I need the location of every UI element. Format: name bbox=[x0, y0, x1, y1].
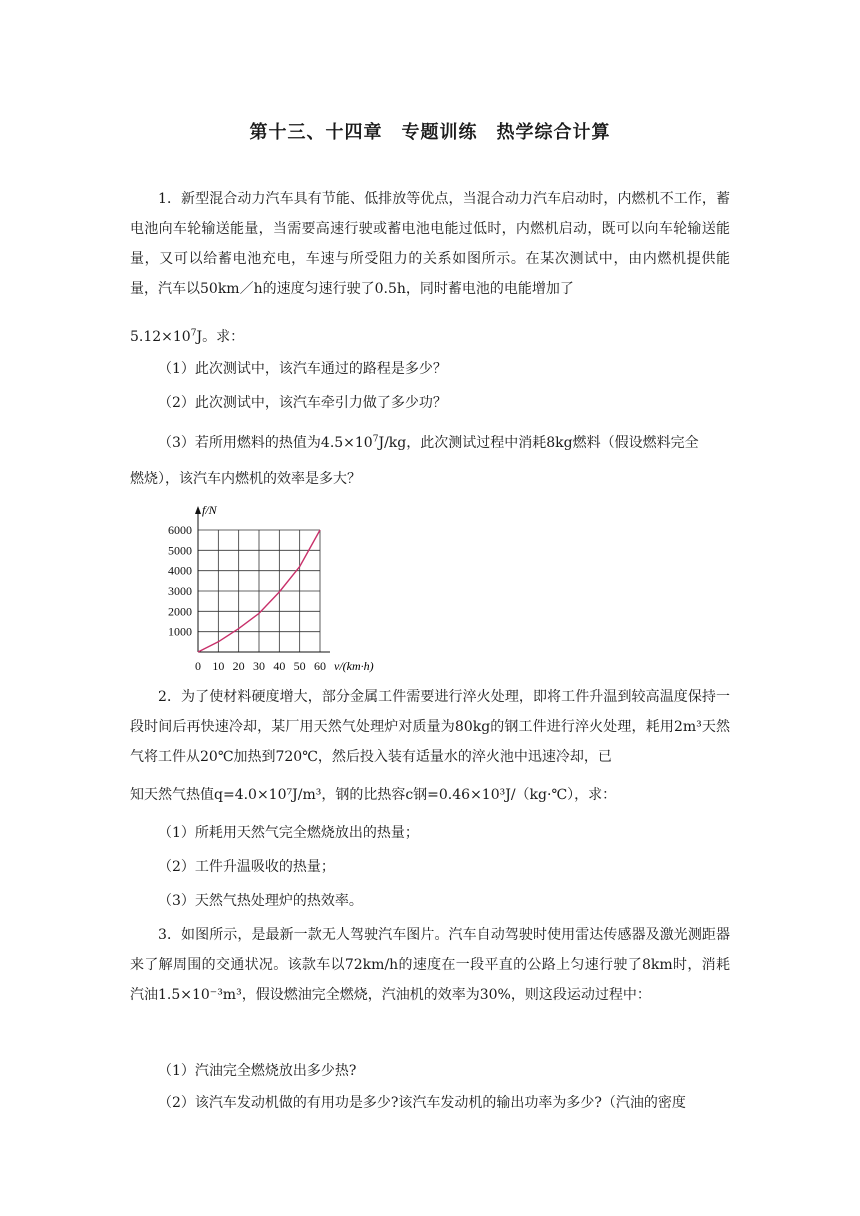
y-tick-label: 3000 bbox=[168, 584, 192, 598]
x-tick-label: 10 bbox=[212, 659, 225, 673]
question-2-given: 知天然气热值q=4.0×10⁷J/m³，钢的比热容c钢=0.46×10³J/（kg·℃），求： bbox=[130, 787, 617, 803]
x-tick-label: 20 bbox=[232, 659, 245, 673]
question-2-sub-2: （2）工件升温吸收的热量； bbox=[158, 859, 335, 875]
question-1-sub-2: （2）此次测试中，该汽车牵引力做了多少功？ bbox=[158, 395, 447, 411]
energy-exponent: 7 bbox=[190, 328, 197, 339]
question-2-sub-1: （1）所耗用天然气完全燃烧放出的热量； bbox=[158, 825, 419, 841]
question-3-sub-2: （2）该汽车发动机做的有用功是多少?该汽车发动机的输出功率为多少?（汽油的密度 bbox=[158, 1095, 686, 1111]
x-tick-label: 60 bbox=[314, 659, 326, 673]
chart-svg bbox=[160, 500, 400, 675]
x-axis-label: v/(km·h) bbox=[334, 659, 374, 673]
y-tick-label: 4000 bbox=[168, 563, 192, 578]
y-axis-label: f/N bbox=[202, 503, 217, 517]
energy-base: 5.12×10 bbox=[130, 329, 191, 345]
y-tick-label: 2000 bbox=[168, 604, 192, 619]
question-3-sub-1: （1）汽油完全燃烧放出多少热? bbox=[158, 1063, 357, 1079]
heat-value-base: （3）若所用燃料的热值为4.5×10 bbox=[158, 435, 373, 451]
x-tick-label: 0 bbox=[195, 659, 201, 673]
page-title: 第十三、十四章 专题训练 热学综合计算 bbox=[249, 122, 611, 143]
y-axis-arrow bbox=[195, 506, 201, 514]
question-1-energy bbox=[130, 322, 730, 352]
y-tick-label: 6000 bbox=[168, 523, 192, 537]
question-1-text: 1．新型混合动力汽车具有节能、低排放等优点，当混合动力汽车启动时，内燃机不工作，蓄电池向车轮输送能量，当需要高速行驶或蓄电池电能过低时，内燃机启动，既可以向车轮输送能量，又可以给蓄电池充电，车速与所受阻力的关系如图所示。在某次测试中，由内燃机提供能量，汽车以50km／h的速度匀速行驶了0.5h，同时蓄电池的电能增加了 bbox=[130, 191, 730, 297]
question-2-text: 2．为了使材料硬度增大，部分金属工件需要进行淬火处理，即将工件升温到较高温度保持一段时间后再快速冷却，某厂用天然气处理炉对质量为80kg的钢工件进行淬火处理，耗用2m³天然气将工件从20℃加热到720℃，然后投入装有适量水的淬火池中迅速冷却，已 bbox=[130, 689, 730, 765]
x-tick-label: 50 bbox=[293, 659, 306, 673]
question-1-sub-1: （1）此次测试中，该汽车通过的路程是多少？ bbox=[158, 361, 447, 377]
question-1-sub-3-cont: 燃烧），该汽车内燃机的效率是多大？ bbox=[130, 471, 361, 487]
sub-3-rest: J/kg，此次测试过程中消耗8kg燃料（假设燃料完全 bbox=[378, 435, 699, 451]
energy-tail: J。求： bbox=[196, 329, 245, 345]
question-3-text: 3．如图所示，是最新一款无人驾驶汽车图片。汽车自动驾驶时使用雷达传感器及激光测距器来了解周围的交通状况。该款车以72km/h的速度在一段平直的公路上匀速行驶了8km时，消耗汽油1.5×10⁻³m³，假设燃油完全燃烧，汽油机的效率为30%，则这段运动过程中： bbox=[130, 927, 730, 1003]
question-1-sub-3 bbox=[158, 428, 699, 458]
speed-resistance-chart bbox=[160, 500, 400, 679]
heat-value-exponent: 7 bbox=[372, 434, 379, 445]
question-2-sub-3: （3）天然气热处理炉的热效率。 bbox=[158, 893, 363, 909]
y-tick-label: 1000 bbox=[168, 624, 192, 639]
y-tick-label: 5000 bbox=[168, 543, 192, 558]
x-tick-label: 40 bbox=[273, 659, 286, 673]
x-tick-label: 30 bbox=[253, 659, 265, 673]
